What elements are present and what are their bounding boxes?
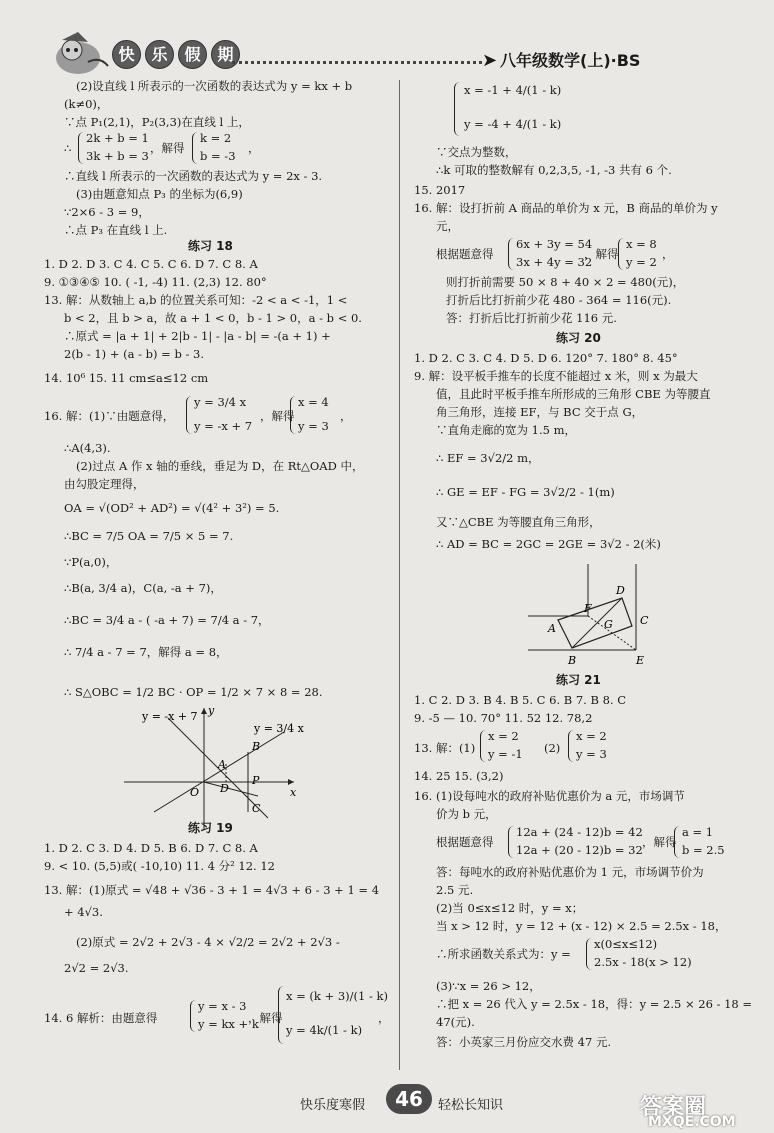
- text-line: (2)当 0≤x≤12 时，y = x；: [436, 901, 584, 915]
- text-line: ，解得: [584, 247, 619, 261]
- equation: y = 3: [576, 747, 607, 761]
- answer-line: 1. C 2. D 3. B 4. B 5. C 6. B 7. B 8. C: [414, 693, 627, 707]
- answer-line: b < 2，且 b > a，故 a + 1 < 0，b - 1 > 0，a - b < 0.: [64, 311, 362, 325]
- text-line: ∴ EF = 3√2/2 m，: [436, 451, 540, 465]
- answer-line: 1. D 2. C 3. D 4. D 5. B 6. D 7. C 8. A: [44, 841, 258, 855]
- function-graph: [104, 702, 304, 832]
- text-line: ，: [662, 247, 674, 261]
- equation: 12a + (20 - 12)b = 32: [516, 843, 643, 857]
- text-line: (3)由题意知点 P₃ 的坐标为(6,9): [76, 187, 243, 201]
- text-line: 当 x > 12 时，y = 12 + (x - 12) × 2.5 = 2.5x - 18，: [436, 919, 727, 933]
- answer-line: 14. 10⁶ 15. 11 cm≤a≤12 cm: [44, 371, 209, 385]
- brace: [508, 826, 515, 858]
- brace: [568, 730, 575, 762]
- text-line: (k≠0)，: [64, 97, 109, 111]
- text-line: ∴A(4,3).: [64, 441, 111, 455]
- text-line: ∵直角走廊的宽为 1.5 m，: [436, 423, 577, 437]
- point-label: O: [190, 786, 200, 799]
- answer-line: 1. D 2. C 3. C 4. D 5. D 6. 120° 7. 180° 8. 45°: [414, 351, 678, 365]
- page-number: 46: [386, 1084, 432, 1114]
- equation: y = 4k/(1 - k): [286, 1023, 363, 1037]
- text-line: 根据题意得: [436, 835, 494, 849]
- answer-line: ∴原式 = |a + 1| + 2|b - 1| - |a - b| = -(a + 1) +: [64, 329, 331, 343]
- text-line: ∴k 可取的整数解有 0,2,3,5, -1, -3 共有 6 个.: [436, 163, 672, 177]
- text-line: ，: [340, 409, 352, 423]
- text-line: (2): [544, 741, 561, 755]
- text-line: ，解得: [260, 409, 295, 423]
- text-line: ∴ AD = BC = 2GC = 2GE = 3√2 - 2(米): [436, 537, 661, 551]
- footer-left-text: 快乐度寒假: [300, 1098, 366, 1113]
- equation: x = 2: [576, 729, 607, 743]
- text-line: ，解得: [642, 835, 677, 849]
- equation: b = 2.5: [682, 843, 725, 857]
- point-label: P: [252, 774, 260, 787]
- mascot-icon: [48, 28, 112, 78]
- brace: [278, 986, 285, 1044]
- watermark-logo: 答案圈: [640, 1095, 707, 1120]
- header-char: 乐: [145, 40, 174, 69]
- page-header: [0, 28, 774, 80]
- equation: y = 3/4 x: [194, 395, 247, 409]
- point-label: C: [252, 802, 261, 815]
- brace: [186, 396, 193, 434]
- answer-line: 15. 2017: [414, 183, 466, 197]
- point-label: D: [616, 584, 625, 597]
- brace: [618, 238, 625, 270]
- answer-line: 2(b - 1) + (a - b) = b - 3.: [64, 347, 204, 361]
- text-line: ∵P(a,0)，: [64, 555, 118, 569]
- text-line: 16. 解：(1)∵由题意得，: [44, 409, 175, 423]
- footer-right-text: 轻松长知识: [438, 1098, 504, 1113]
- answer-line: 9. < 10. (5,5)或( -10,10) 11. 4 分² 12. 12: [44, 859, 275, 873]
- brace: [508, 238, 515, 270]
- answer-line: 13. 解：从数轴上 a,b 的位置关系可知：-2 < a < -1，1 <: [44, 293, 348, 307]
- text-line: 9. 解：设平板手推车的长度不能超过 x 米，则 x 为最大: [414, 369, 698, 383]
- text-line: 16. 解：设打折前 A 商品的单价为 x 元，B 商品的单价为 y: [414, 201, 718, 215]
- point-label: D: [220, 782, 229, 795]
- text-line: 则打折前需要 50 × 8 + 40 × 2 = 480(元)，: [446, 275, 685, 289]
- equation: 12a + (24 - 12)b = 42: [516, 825, 643, 839]
- brace: [190, 1000, 197, 1032]
- point-label: F: [584, 602, 592, 615]
- equation: x = 8: [626, 237, 657, 251]
- equation: 6x + 3y = 54: [516, 237, 593, 251]
- brace: [674, 826, 681, 858]
- line-label: y = -x + 7: [142, 710, 198, 723]
- section-title: 练习 19: [188, 821, 233, 835]
- text-line: ∵点 P₁(2,1)，P₂(3,3)在直线 l 上，: [64, 115, 250, 129]
- text-line: ，: [248, 141, 260, 155]
- text-line: ∴ GE = EF - FG = 3√2/2 - 1(m): [436, 485, 615, 499]
- equation: 2k + b = 1: [86, 131, 149, 145]
- text-line: 又∵△CBE 为等腰直角三角形，: [436, 515, 601, 529]
- answer-line: 2√2 = 2√3.: [64, 961, 129, 975]
- equation: x = (k + 3)/(1 - k): [286, 989, 388, 1003]
- text-line: ∵2×6 - 3 = 9，: [64, 205, 150, 219]
- brace: [290, 396, 297, 434]
- text-line: (3)∵x = 26 > 12，: [436, 979, 541, 993]
- equation: x = -1 + 4/(1 - k): [464, 83, 562, 97]
- text-line: ∴把 x = 26 代入 y = 2.5x - 18，得：y = 2.5 × 26 - 18 =: [436, 997, 753, 1011]
- watermark-url: MXQE.COM: [648, 1114, 736, 1130]
- text-line: 角三角形，连接 EF，与 BC 交于点 G，: [436, 405, 644, 419]
- point-label: C: [640, 614, 649, 627]
- point-label: G: [604, 618, 613, 631]
- section-title: 练习 18: [188, 239, 233, 253]
- text-line: ，: [378, 1011, 390, 1025]
- header-dotted-line: [232, 61, 482, 64]
- text-line: (2)过点 A 作 x 轴的垂线，垂足为 D，在 Rt△OAD 中，: [76, 459, 364, 473]
- header-char: 假: [178, 40, 207, 69]
- answer-line: 13. 解：(1)原式 = √48 + √36 - 3 + 1 = 4√3 + 6 - 3 + 1 = 4: [44, 883, 380, 897]
- text-line: 答：打折后比打折前少花 116 元.: [446, 311, 617, 325]
- equation: y = -x + 7: [194, 419, 253, 433]
- equation: b = -3: [200, 149, 236, 163]
- text-line: ∴: [64, 141, 72, 155]
- equation: y = -1: [488, 747, 523, 761]
- equation: y = -4 + 4/(1 - k): [464, 117, 562, 131]
- equation: 3k + b = 3: [86, 149, 149, 163]
- equation: x = 4: [298, 395, 329, 409]
- brace: [192, 132, 199, 164]
- text-line: OA = √(OD² + AD²) = √(4² + 3²) = 5.: [64, 501, 280, 515]
- text-line: ，解得: [150, 141, 185, 155]
- text-line: 由勾股定理得，: [64, 477, 145, 491]
- text-line: 答：小英家三月份应交水费 47 元.: [436, 1035, 612, 1049]
- answer-line: + 4√3.: [64, 905, 103, 919]
- text-line: ，解得: [248, 1011, 283, 1025]
- point-label: A: [218, 758, 226, 771]
- equation: y = 2: [626, 255, 657, 269]
- axis-label: x: [290, 786, 297, 799]
- line-label: y = 3/4 x: [254, 722, 304, 735]
- point-label: A: [548, 622, 556, 635]
- text-line: ∴BC = 7/5 OA = 7/5 × 5 = 7.: [64, 529, 234, 543]
- arrow-icon: ➤: [482, 50, 498, 71]
- answer-line: 14. 25 15. (3,2): [414, 769, 504, 783]
- answer-line: 9. ①③④⑤ 10. ( -1, -4) 11. (2,3) 12. 80°: [44, 275, 267, 289]
- header-char: 期: [211, 40, 240, 69]
- equation: x = 2: [488, 729, 519, 743]
- equation: 2.5x - 18(x > 12): [594, 955, 692, 969]
- text-line: 16. (1)设每吨水的政府补贴优惠价为 a 元，市场调节: [414, 789, 685, 803]
- answer-line: 1. D 2. D 3. C 4. C 5. C 6. D 7. C 8. A: [44, 257, 258, 271]
- subject-title: 八年级数学(上)·BS: [500, 51, 641, 70]
- text-line: 根据题意得: [436, 247, 494, 261]
- header-title: [112, 40, 240, 69]
- answer-line: 9. -5 — 10. 70° 11. 52 12. 78,2: [414, 711, 593, 725]
- text-line: 价为 b 元，: [436, 807, 497, 821]
- section-title: 练习 21: [556, 673, 601, 687]
- text-line: ∵交点为整数，: [436, 145, 517, 159]
- point-label: B: [252, 740, 261, 753]
- text-line: 打折后比打折前少花 480 - 364 = 116(元).: [446, 293, 672, 307]
- equation: y = 3: [298, 419, 329, 433]
- header-char: 快: [112, 40, 141, 69]
- brace: [454, 82, 461, 136]
- text-line: ∴点 P₃ 在直线 l 上.: [64, 223, 168, 237]
- text-line: 答：每吨水的政府补贴优惠价为 1 元，市场调节价为: [436, 865, 704, 879]
- point-label: E: [636, 654, 645, 667]
- equation: y = x - 3: [198, 999, 247, 1013]
- brace: [480, 730, 487, 762]
- equation: 3x + 4y = 32: [516, 255, 593, 269]
- text-line: 47(元).: [436, 1015, 475, 1029]
- answer-line: (2)原式 = 2√2 + 2√3 - 4 × √2/2 = 2√2 + 2√3 -: [76, 935, 340, 949]
- text-line: ∴ 7/4 a - 7 = 7，解得 a = 8，: [64, 645, 228, 659]
- text-line: ∴BC = 3/4 a - ( -a + 7) = 7/4 a - 7，: [64, 613, 270, 627]
- text-line: ∴ S△OBC = 1/2 BC · OP = 1/2 × 7 × 8 = 28.: [64, 685, 323, 699]
- text-line: 14. 6 解析：由题意得: [44, 1011, 158, 1025]
- section-title: 练习 20: [556, 331, 601, 345]
- text-line: ∴直线 l 所表示的一次函数的表达式为 y = 2x - 3.: [64, 169, 323, 183]
- text-line: 13. 解：(1): [414, 741, 476, 755]
- equation: a = 1: [682, 825, 714, 839]
- text-line: (2)设直线 l 所表示的一次函数的表达式为 y = kx + b: [76, 79, 353, 93]
- equation: k = 2: [200, 131, 232, 145]
- point-label: B: [568, 654, 577, 667]
- equation: y = kx + k: [198, 1017, 259, 1031]
- brace: [586, 938, 593, 970]
- text-line: 2.5 元.: [436, 883, 474, 897]
- equation: x(0≤x≤12): [594, 937, 658, 951]
- axis-label: y: [208, 704, 215, 717]
- corridor-figure: [518, 558, 668, 668]
- text-line: 元，: [436, 219, 459, 233]
- text-line: ∴所求函数关系式为：y =: [436, 947, 571, 961]
- text-line: ∴B(a, 3/4 a)，C(a, -a + 7)，: [64, 581, 222, 595]
- text-line: 值，且此时平板手推车所形成的三角形 CBE 为等腰直: [436, 387, 711, 401]
- brace: [78, 132, 85, 164]
- column-divider: [399, 80, 400, 1070]
